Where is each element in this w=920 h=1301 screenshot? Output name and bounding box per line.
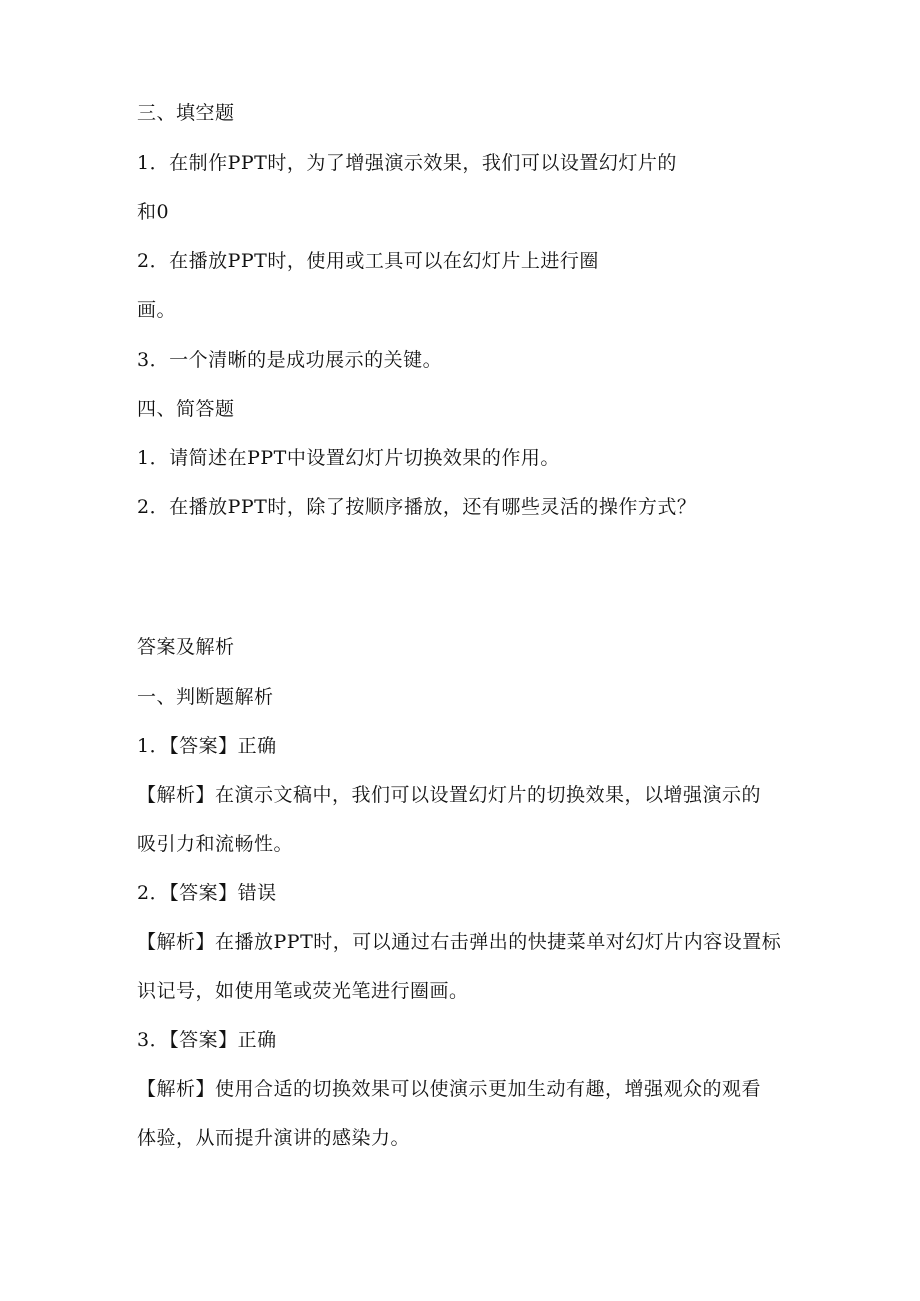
section4-heading: 四、简答题 <box>137 398 235 420</box>
explanation-3-line1: 【解析】使用合适的切换效果可以使演示更加生动有趣，增强观众的观看 <box>137 1078 762 1100</box>
short-question-2: 2．在播放PPT时，除了按顺序播放，还有哪些灵活的操作方式？ <box>137 496 697 518</box>
answers-title: 答案及解析 <box>137 636 235 658</box>
fill-question-1-line2: 和0 <box>137 201 170 223</box>
section3-heading: 三、填空题 <box>137 102 235 124</box>
fill-question-2-line1: 2．在播放PPT时，使用或工具可以在幻灯片上进行圈 <box>137 250 599 272</box>
fill-question-3: 3．一个清晰的是成功展示的关键。 <box>137 349 443 371</box>
explanation-2-line2: 识记号，如使用笔或荧光笔进行圈画。 <box>137 980 469 1002</box>
fill-question-2-line2: 画。 <box>137 299 177 321</box>
explanation-1-line2: 吸引力和流畅性。 <box>137 833 294 855</box>
answer-2: 2．【答案】错误 <box>137 882 277 904</box>
explanation-1-line1: 【解析】在演示文稿中，我们可以设置幻灯片的切换效果，以增强演示的 <box>137 784 762 806</box>
explanation-3-line2: 体验，从而提升演讲的感染力。 <box>137 1127 411 1149</box>
answers-section1-heading: 一、判断题解析 <box>137 686 274 708</box>
short-question-1: 1．请简述在PPT中设置幻灯片切换效果的作用。 <box>137 447 560 469</box>
answer-3: 3．【答案】正确 <box>137 1029 277 1051</box>
answer-1: 1．【答案】正确 <box>137 735 277 757</box>
fill-question-1-line1: 1．在制作PPT时，为了增强演示效果，我们可以设置幻灯片的 <box>137 152 677 174</box>
explanation-2-line1: 【解析】在播放PPT时，可以通过右击弹出的快捷菜单对幻灯片内容设置标 <box>137 931 782 953</box>
